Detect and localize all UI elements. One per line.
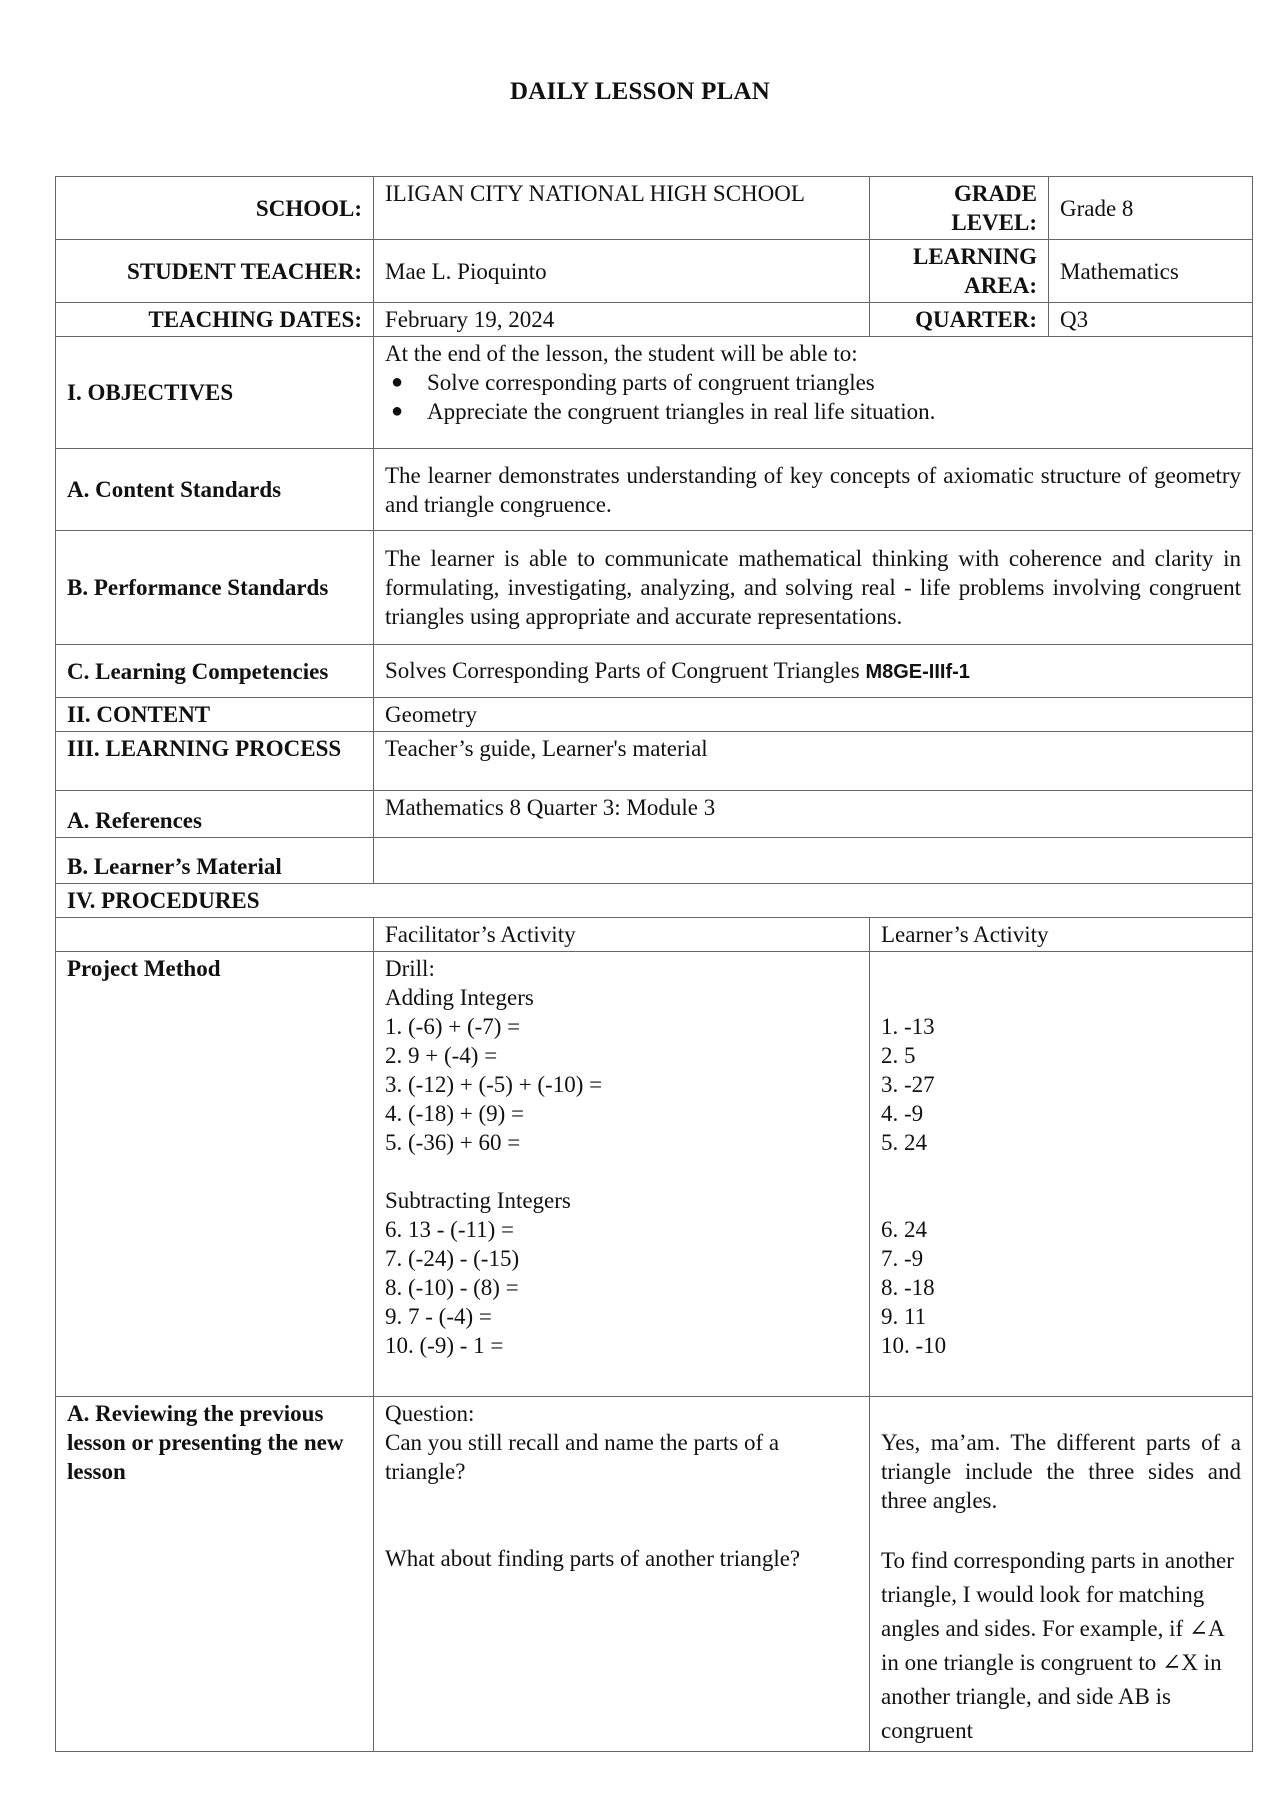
- competencies-cell: [374, 645, 1253, 698]
- reviewing-label: A. Reviewing the previous lesson or presenting the new lesson: [56, 1397, 374, 1752]
- content-text: Geometry: [374, 698, 1253, 732]
- dates-value: February 19, 2024: [374, 303, 870, 337]
- school-label: SCHOOL:: [56, 177, 374, 240]
- performance-standards-label: B. Performance Standards: [56, 531, 374, 645]
- drill-answer: 8. -18: [881, 1275, 935, 1300]
- drill-answer: 9. 11: [881, 1304, 927, 1329]
- competencies-row: [56, 645, 1253, 698]
- drill-item: 5. (-36) + 60 =: [385, 1130, 521, 1155]
- drill-cell: [374, 952, 870, 1397]
- school-row: [56, 177, 1253, 240]
- project-method-row: [56, 952, 1253, 1397]
- reviewing-row: [56, 1397, 1253, 1752]
- area-label: LEARNING AREA:: [870, 240, 1049, 303]
- references-label: A. References: [56, 791, 374, 838]
- answer-1: Yes, ma’am. The different parts of a triangle include the three sides and three angles.: [881, 1430, 1241, 1513]
- drill-item: 7. (-24) - (-15): [385, 1246, 520, 1271]
- objectives-row: [56, 337, 1253, 449]
- competencies-text: Solves Corresponding Parts of Congruent Triangles: [385, 657, 860, 683]
- activity-header-row: [56, 918, 1253, 952]
- drill-item: 9. 7 - (-4) =: [385, 1304, 492, 1329]
- learners-material-row: [56, 838, 1253, 884]
- references-row: [56, 791, 1253, 838]
- drill-title: Drill:: [385, 956, 435, 981]
- quarter-label: QUARTER:: [870, 303, 1049, 337]
- competency-code: M8GE-IIIf-1: [865, 660, 970, 683]
- dates-row: [56, 303, 1253, 337]
- drill-item: 8. (-10) - (8) =: [385, 1275, 519, 1300]
- performance-standards-row: [56, 531, 1253, 645]
- question-1: Can you still recall and name the parts of a triangle?: [385, 1430, 780, 1484]
- school-value: ILIGAN CITY NATIONAL HIGH SCHOOL: [374, 177, 870, 240]
- drill-item: 4. (-18) + (9) =: [385, 1101, 524, 1126]
- procedures-label: IV. PROCEDURES: [56, 884, 1253, 918]
- objective-item: ● Solve corresponding parts of congruent triangles: [385, 368, 1241, 397]
- drill-answer: 6. 24: [881, 1217, 927, 1242]
- learner-header: Learner’s Activity: [870, 918, 1253, 952]
- objectives-intro: At the end of the lesson, the student will be able to:: [385, 341, 858, 366]
- teacher-label: STUDENT TEACHER:: [56, 240, 374, 303]
- learners-material-text: [374, 838, 1253, 884]
- content-standards-row: [56, 449, 1253, 531]
- drill-answer: 4. -9: [881, 1101, 924, 1126]
- facilitator-header: Facilitator’s Activity: [374, 918, 870, 952]
- reviewing-questions-cell: [374, 1397, 870, 1752]
- drill-answer: 7. -9: [881, 1246, 924, 1271]
- objective-item: ● Appreciate the congruent triangles in real life situation.: [385, 397, 1241, 426]
- dates-label: TEACHING DATES:: [56, 303, 374, 337]
- answer-2: To find corresponding parts in another triangle, I would look for matching angles and sides. For example, if ∠A in one triangle is congruent to ∠X in another triangle, and side AB is congruent: [881, 1548, 1234, 1743]
- question-2: What about finding parts of another triangle?: [385, 1546, 801, 1571]
- content-standards-label: A. Content Standards: [56, 449, 374, 531]
- drill-item: 6. 13 - (-11) =: [385, 1217, 515, 1242]
- learning-process-label: III. LEARNING PROCESS: [56, 732, 374, 791]
- content-standards-text: The learner demonstrates understanding of key concepts of axiomatic structure of geometry and triangle congruence.: [374, 449, 1253, 531]
- drill-answer: 10. -10: [881, 1333, 947, 1358]
- procedures-row: [56, 884, 1253, 918]
- drill-answers-cell: [870, 952, 1253, 1397]
- objectives-label: I. OBJECTIVES: [56, 337, 374, 449]
- question-title: Question:: [385, 1401, 475, 1426]
- project-method-label: Project Method: [56, 952, 374, 1397]
- objectives-list: [385, 368, 1241, 426]
- objectives-cell: [374, 337, 1253, 449]
- grade-label: GRADE LEVEL:: [870, 177, 1049, 240]
- quarter-value: Q3: [1049, 303, 1253, 337]
- drill-item: 1. (-6) + (-7) =: [385, 1014, 521, 1039]
- teacher-row: [56, 240, 1253, 303]
- adding-title: Adding Integers: [385, 985, 534, 1010]
- performance-standards-text: The learner is able to communicate mathematical thinking with coherence and clarity in formulating, investigating, analyzing, and solving real - life problems involving congruent triangles using appropriate and accurate representations.: [374, 531, 1253, 645]
- teacher-value: Mae L. Pioquinto: [374, 240, 870, 303]
- drill-answer: 5. 24: [881, 1130, 927, 1155]
- learning-process-row: [56, 732, 1253, 791]
- drill-answer: 2. 5: [881, 1043, 916, 1068]
- content-label: II. CONTENT: [56, 698, 374, 732]
- empty-cell: [56, 918, 374, 952]
- area-value: Mathematics: [1049, 240, 1253, 303]
- reviewing-answers-cell: [870, 1397, 1253, 1752]
- drill-answer: 1. -13: [881, 1014, 935, 1039]
- page-title: DAILY LESSON PLAN: [510, 78, 770, 105]
- grade-value: Grade 8: [1049, 177, 1253, 240]
- drill-item: 10. (-9) - 1 =: [385, 1333, 504, 1358]
- learning-process-text: Teacher’s guide, Learner's material: [374, 732, 1253, 791]
- competencies-label: C. Learning Competencies: [56, 645, 374, 698]
- drill-item: 2. 9 + (-4) =: [385, 1043, 498, 1068]
- drill-item: 3. (-12) + (-5) + (-10) =: [385, 1072, 603, 1097]
- lesson-plan-table: [55, 176, 1253, 1752]
- subtracting-title: Subtracting Integers: [385, 1188, 571, 1213]
- drill-answer: 3. -27: [881, 1072, 935, 1097]
- learners-material-label: B. Learner’s Material: [56, 838, 374, 884]
- references-text: Mathematics 8 Quarter 3: Module 3: [374, 791, 1253, 838]
- content-row: [56, 698, 1253, 732]
